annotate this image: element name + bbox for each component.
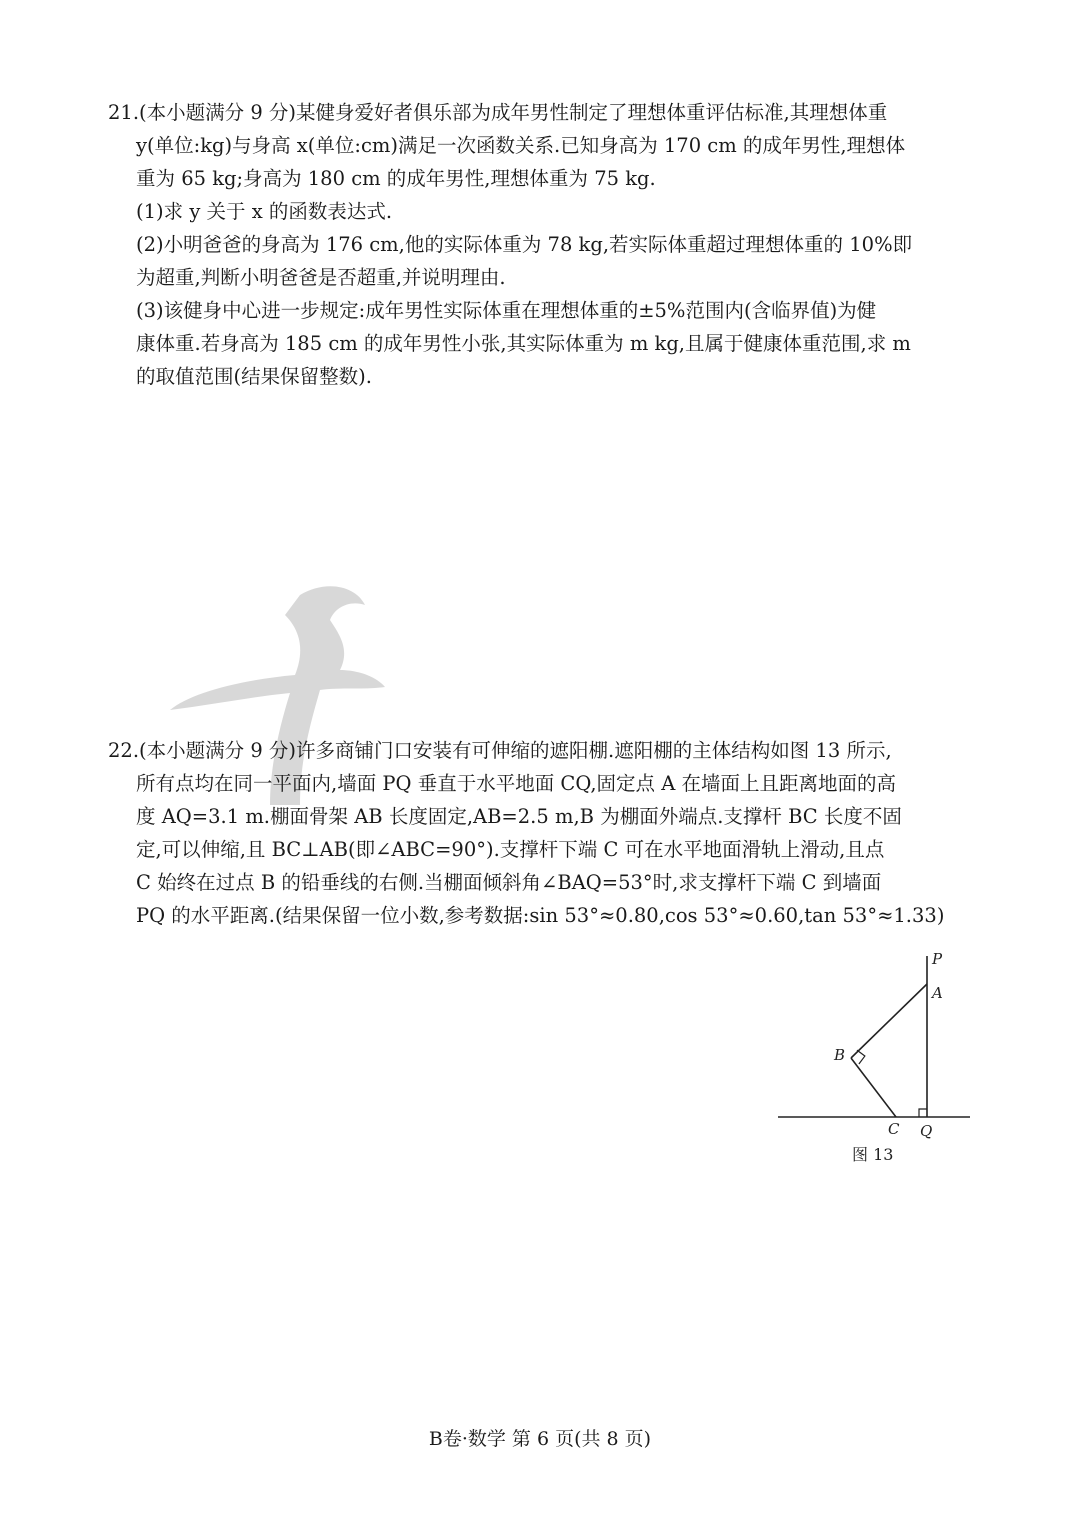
q22-line1: 22.(本小题满分 9 分)许多商铺门口安装有可伸缩的遮阳棚.遮阳棚的主体结构如图 13 所示, — [108, 739, 892, 762]
q21-part3c: 的取值范围(结果保留整数). — [136, 365, 372, 388]
q21-line3: 重为 65 kg;身高为 180 cm 的成年男性,理想体重为 75 kg. — [136, 167, 656, 190]
q21-part2b: 为超重,判断小明爸爸是否超重,并说明理由. — [136, 266, 506, 289]
question-21 — [108, 96, 988, 393]
page-footer: B卷·数学 第 6 页(共 8 页) — [428, 1428, 652, 1450]
q21-part2a: (2)小明爸爸的身高为 176 cm,他的实际体重为 78 kg,若实际体重超过理想体重的 10%即 — [136, 233, 913, 256]
q22-line3: 度 AQ=3.1 m.棚面骨架 AB 长度固定,AB=2.5 m,B 为棚面外端点.支撑杆 BC 长度不固 — [136, 805, 902, 828]
support-bc — [851, 1058, 896, 1117]
canopy-ab — [851, 984, 927, 1058]
q21-part1: (1)求 y 关于 x 的函数表达式. — [136, 200, 393, 223]
figure-13 — [770, 950, 980, 1170]
right-angle-q — [919, 1109, 927, 1117]
label-b: B — [834, 1046, 846, 1064]
label-q: Q — [920, 1122, 933, 1140]
q22-line4: 定,可以伸缩,且 BC⊥AB(即∠ABC=90°).支撑杆下端 C 可在水平地面滑轨上滑动,且点 — [136, 838, 885, 861]
figure-caption: 图 13 — [852, 1145, 894, 1164]
label-p: P — [932, 950, 943, 968]
label-c: C — [888, 1120, 900, 1138]
question-22 — [108, 734, 988, 932]
q21-part3b: 康体重.若身高为 185 cm 的成年男性小张,其实际体重为 m kg,且属于健康体重范围,求 m — [136, 332, 911, 355]
q21-line1: 21.(本小题满分 9 分)某健身爱好者俱乐部为成年男性制定了理想体重评估标准,其理想体重 — [108, 101, 888, 124]
right-angle-b — [857, 1049, 866, 1064]
q22-line2: 所有点均在同一平面内,墙面 PQ 垂直于水平地面 CQ,固定点 A 在墙面上且距离地面的高 — [136, 772, 897, 795]
q22-line6: PQ 的水平距离.(结果保留一位小数,参考数据:sin 53°≈0.80,cos 53°≈0.60,tan 53°≈1.33) — [136, 904, 945, 927]
label-a: A — [932, 984, 943, 1002]
q21-line2: y(单位:kg)与身高 x(单位:cm)满足一次函数关系.已知身高为 170 cm 的成年男性,理想体 — [136, 134, 906, 157]
q22-line5: C 始终在过点 B 的铅垂线的右侧.当棚面倾斜角∠BAQ=53°时,求支撑杆下端 C 到墙面 — [136, 871, 882, 894]
q21-part3a: (3)该健身中心进一步规定:成年男性实际体重在理想体重的±5%范围内(含临界值)为健 — [136, 299, 877, 322]
